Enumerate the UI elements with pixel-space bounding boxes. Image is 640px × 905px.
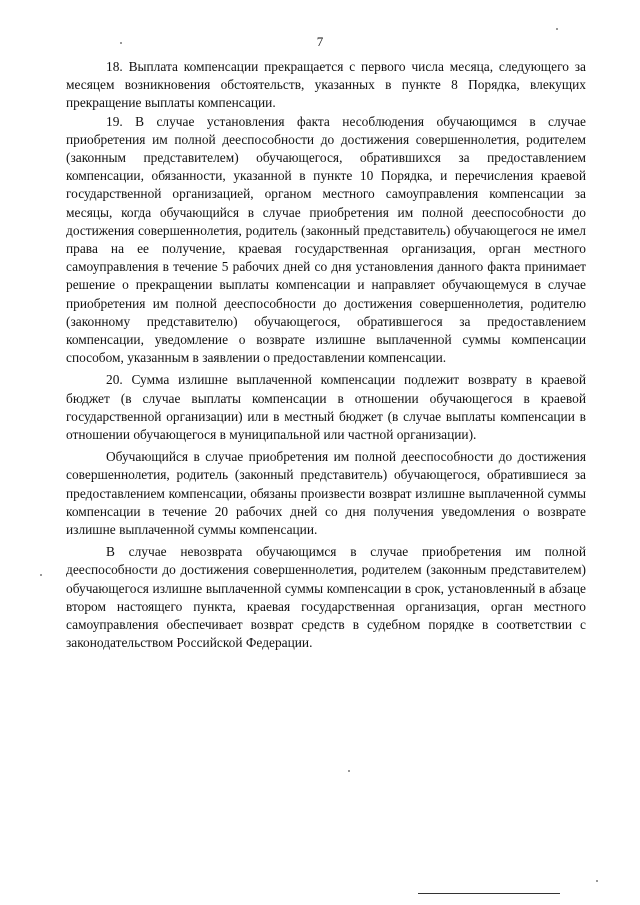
- paragraph-18: 18. Выплата компенсации прекращается с первого числа месяца, следующего за месяцем возникновения обстоятельств, указанных в пункте 8 Порядка, влекущих прекращение выплаты компенсации.: [66, 59, 586, 111]
- page-number: 7: [316, 34, 324, 49]
- scan-speck: [120, 42, 122, 44]
- footer-rule: [418, 893, 560, 894]
- scan-speck: [40, 574, 42, 576]
- paragraph-20-refund-obligation: Обучающийся в случае приобретения им полной дееспособности до достижения совершеннолетия, родитель (законный представитель) обучающегося, обратившиеся за предоставлением компенсации, обязаны произвести возврат излишне выплаченной суммы компенсации в течение 20 рабочих дней со дня получения уведомления о возврате излишне выплаченной суммы компенсации.: [66, 449, 586, 538]
- scan-speck: [348, 770, 350, 772]
- paragraph-20-court-recovery: В случае невозврата обучающимся в случае приобретения им полной дееспособности до достижения совершеннолетия, родителем (законным представителем) обучающегося излишне выплаченной суммы компенсации в срок, установленный в абзаце втором настоящего пункта, краевая государственная организация, орган местного самоуправления обеспечивает возврат средств в судебном порядке в соответствии с законодательством Российской Федерации.: [66, 544, 586, 651]
- paragraph-19: 19. В случае установления факта несоблюдения обучающимся в случае приобретения им полной дееспособности до достижения совершеннолетия, родителем (законным представителем) обучающегося, обратившихся за предоставлением компенсации, обязанности, указанной в пункте 10 Порядка, и перечисления краевой государственной организацией, органом местного самоуправления компенсации за месяцы, когда обучающийся в случае приобретения им полной дееспособности до достижения совершеннолетия, родитель (законный представитель) обучающегося не имел права на ее получение, краевая государственная организация, орган местного самоуправления в течение 5 рабочих дней со дня установления данного факта принимает решение о прекращении выплаты компенсации и направляет обучающемуся в случае приобретения им полной дееспособности до достижения совершеннолетия, родителю (законному представителю) обучающегося, обратившегося за предоставлением компенсации, уведомление о возврате излишне выплаченной суммы компенсации способом, указанным в заявлении о предоставлении компенсации.: [66, 113, 586, 366]
- scan-speck: [556, 28, 558, 30]
- paragraph-20: 20. Сумма излишне выплаченной компенсации подлежит возврату в краевой бюджет (в случае выплаты компенсации в отношении обучающегося в краевой государственной организации) или в местный бюджет (в случае выплаты компенсации в отношении обучающегося в муниципальной или частной организации).: [66, 372, 586, 443]
- document-body: [66, 58, 586, 653]
- scan-speck: [596, 880, 598, 882]
